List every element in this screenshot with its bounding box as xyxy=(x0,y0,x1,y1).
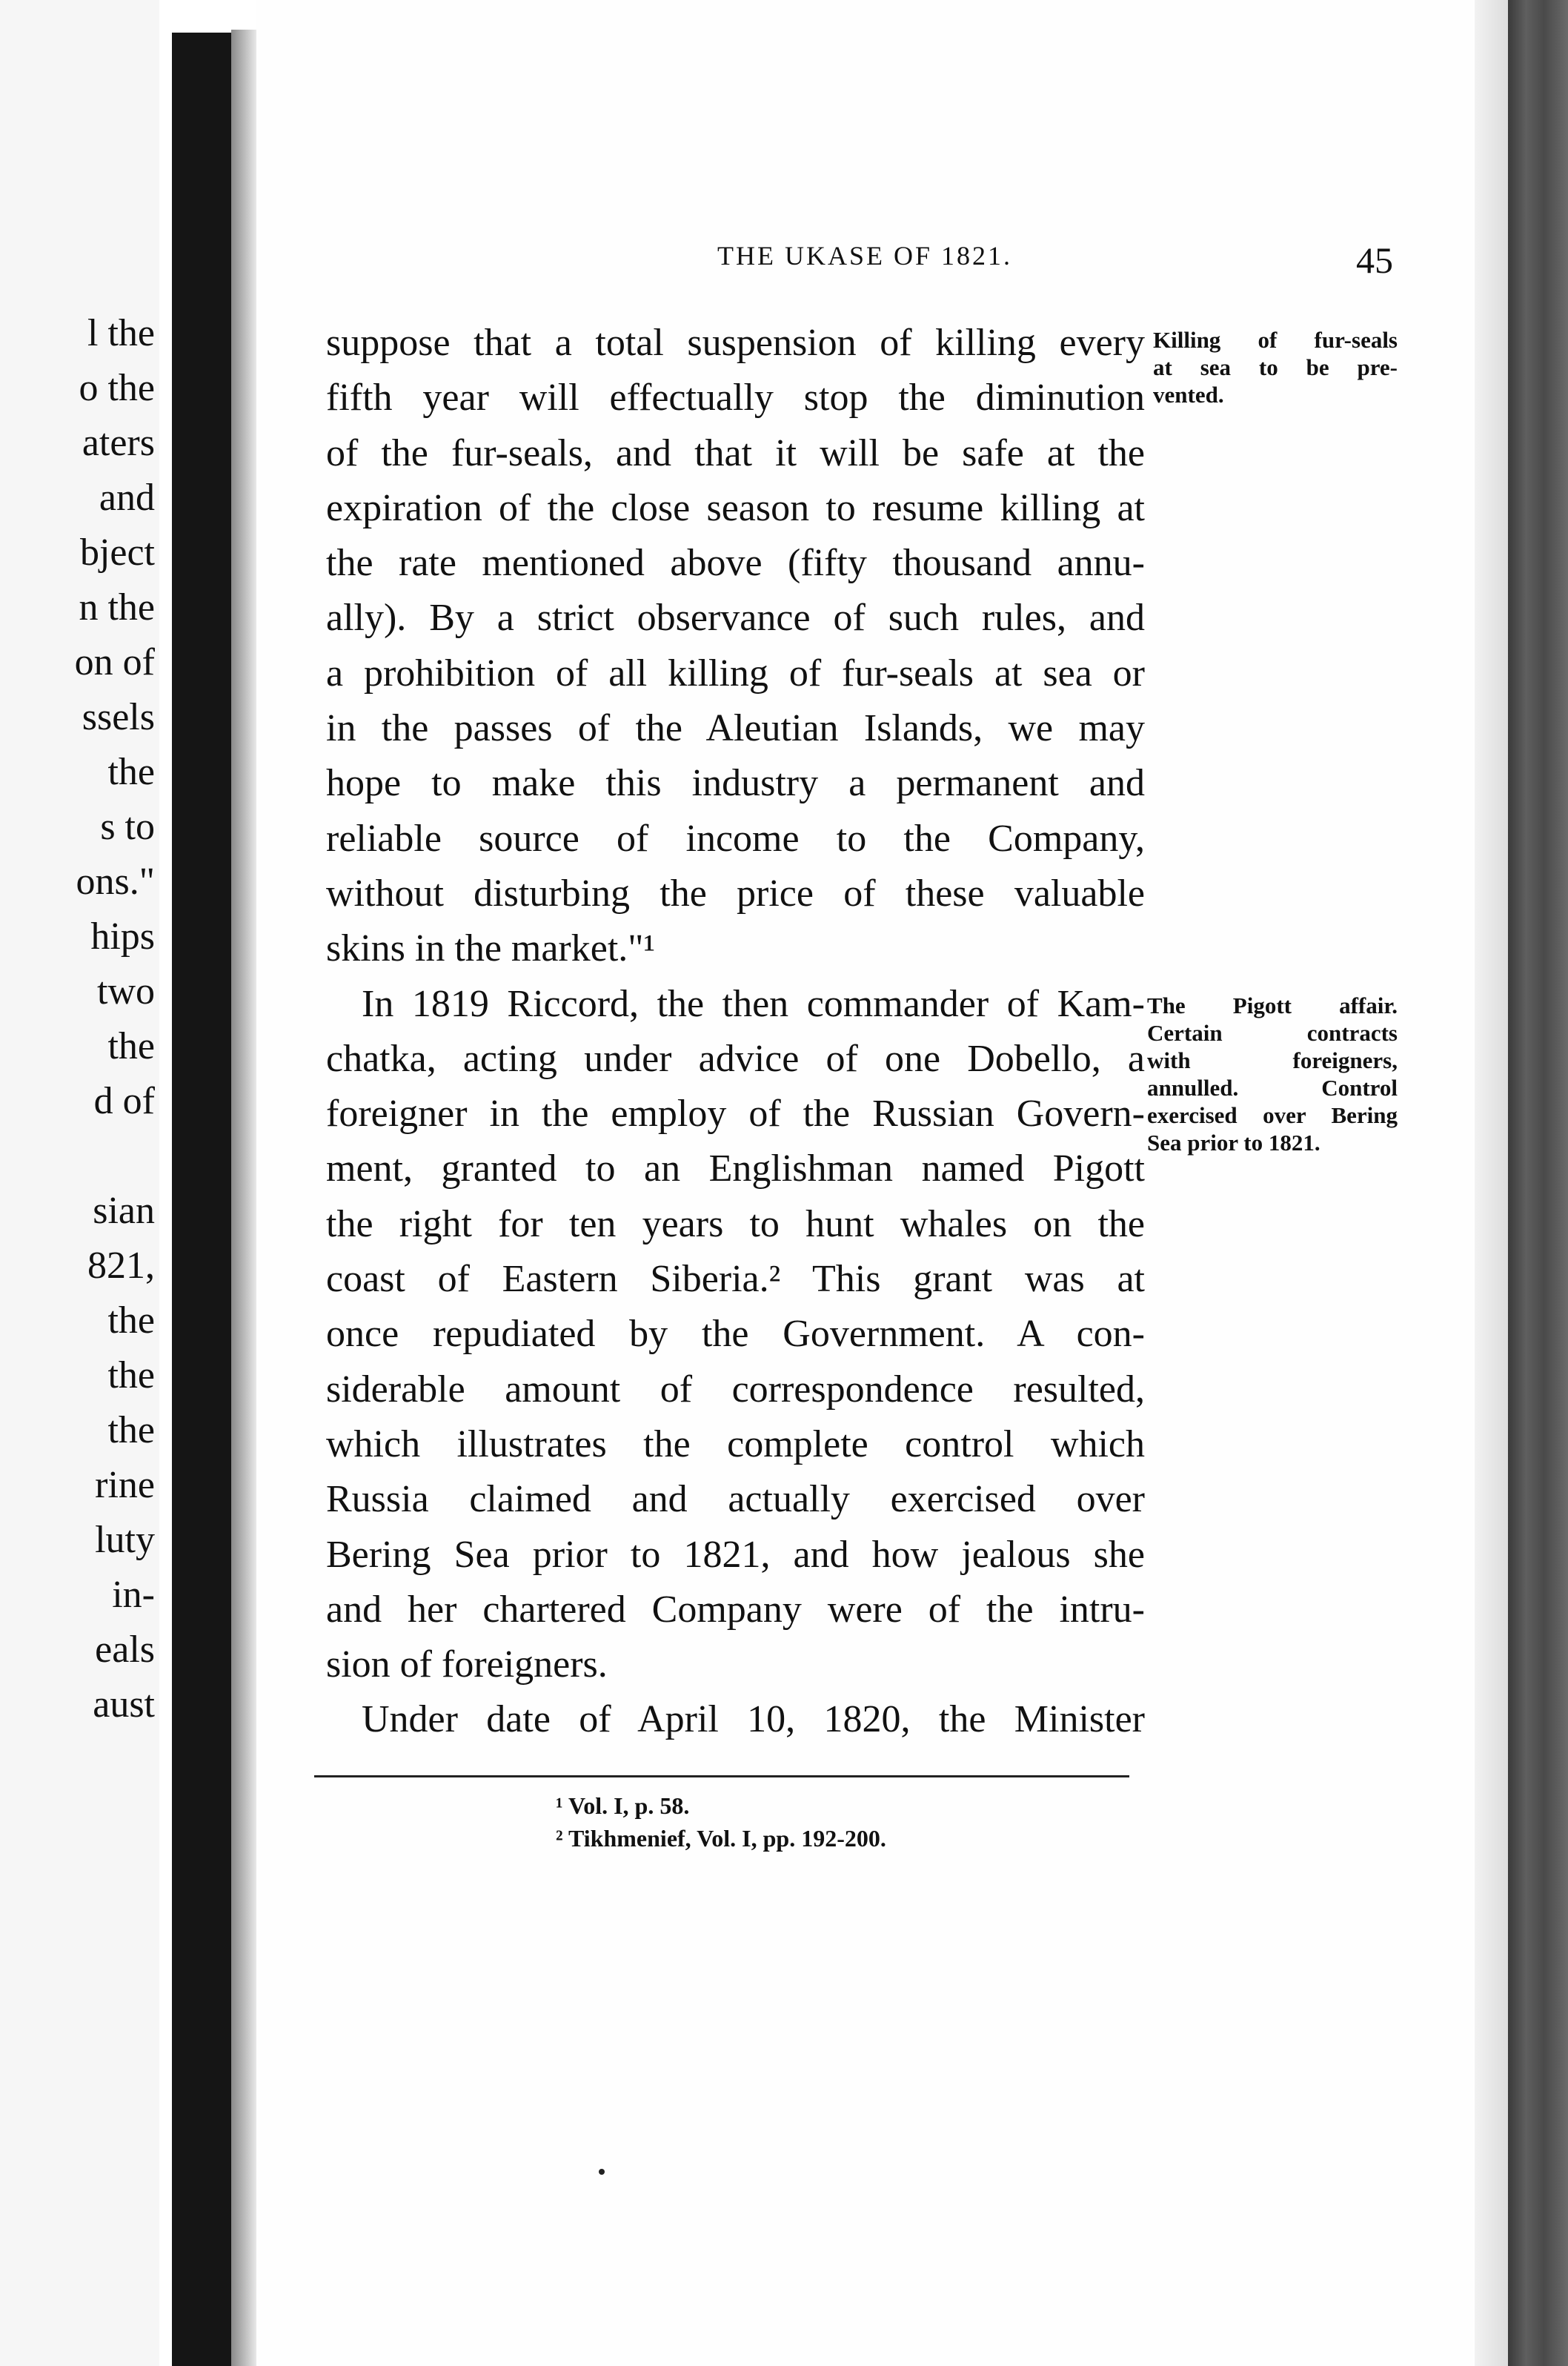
margin-note-line: Sea prior to 1821. xyxy=(1147,1130,1320,1156)
text-line: expiration of the close season to resume killing at xyxy=(326,486,1145,529)
text-line: without disturbing the price of these valuable xyxy=(326,872,1145,915)
paragraph-start-line: In 1819 Riccord, the then commander of Kam- xyxy=(362,982,1145,1025)
left-fragment: l the xyxy=(87,312,155,354)
footnotes xyxy=(556,1789,886,1855)
left-fragment: ssels xyxy=(82,696,155,738)
page-right-shadow xyxy=(1475,0,1508,2366)
footnote-1: ¹ Vol. I, p. 58. xyxy=(556,1792,690,1819)
left-fragment: o the xyxy=(79,367,155,409)
left-fragment: d of xyxy=(93,1080,155,1122)
text-line: sion of foreigners. xyxy=(326,1643,608,1686)
left-fragment: and xyxy=(99,477,155,519)
text-line: siderable amount of correspondence resulted, xyxy=(326,1368,1145,1411)
text-line: fifth year will effectually stop the diminution xyxy=(326,377,1145,420)
margin-note-line: exercised over Bering xyxy=(1147,1102,1398,1128)
text-line: in the passes of the Aleutian Islands, we may xyxy=(326,707,1145,750)
margin-note-line: vented. xyxy=(1153,382,1224,408)
text-line: and her chartered Company were of the intru- xyxy=(326,1588,1145,1631)
text-line: reliable source of income to the Company, xyxy=(326,817,1145,860)
text-line: hope to make this industry a permanent and xyxy=(326,762,1145,805)
text-line: skins in the market."¹ xyxy=(326,927,656,970)
page-speck xyxy=(599,2169,605,2175)
text-line: foreigner in the employ of the Russian Govern- xyxy=(326,1093,1145,1136)
left-fragment: bject xyxy=(79,531,155,574)
left-fragment: two xyxy=(97,970,155,1013)
margin-note-line: Certain contracts xyxy=(1147,1020,1398,1046)
left-facing-page xyxy=(0,0,159,2366)
margin-note-line: annulled. Control xyxy=(1147,1075,1398,1101)
footnote-rule xyxy=(314,1775,1129,1777)
left-fragment: on of xyxy=(74,641,155,683)
footnote-2: ² Tikhmenief, Vol. I, pp. 192-200. xyxy=(556,1825,886,1852)
text-line: a prohibition of all killing of fur-seals at sea or xyxy=(326,652,1145,695)
text-line: the right for ten years to hunt whales on the xyxy=(326,1202,1145,1245)
text-line: which illustrates the complete control which xyxy=(326,1422,1145,1465)
left-fragment: s to xyxy=(100,806,155,848)
text-line: chatka, acting under advice of one Dobello, a xyxy=(326,1037,1145,1080)
left-fragment: the xyxy=(107,1354,155,1396)
text-line: the rate mentioned above (fifty thousand annu- xyxy=(326,542,1145,585)
text-line: once repudiated by the Government. A con- xyxy=(326,1313,1145,1356)
left-fragment: ons." xyxy=(76,861,155,903)
left-fragment: in- xyxy=(112,1574,155,1616)
margin-note-line: The Pigott affair. xyxy=(1147,993,1398,1018)
book-page-edges xyxy=(1508,0,1568,2366)
text-line: of the fur-seals, and that it will be safe at the xyxy=(326,431,1145,474)
book-gutter-shadow xyxy=(172,33,231,2366)
left-fragment: sian xyxy=(93,1190,155,1232)
margin-note-killing-fur-seals xyxy=(1153,326,1398,408)
text-line: Bering Sea prior to 1821, and how jealous she xyxy=(326,1533,1145,1576)
margin-note-line: at sea to be pre- xyxy=(1153,354,1398,380)
left-fragment: the xyxy=(107,1409,155,1451)
page-number: 45 xyxy=(1356,239,1393,281)
text-line: coast of Eastern Siberia.² This grant was at xyxy=(326,1258,1145,1301)
left-fragment: the xyxy=(107,751,155,793)
paragraph-start-line: Under date of April 10, 1820, the Minister xyxy=(362,1698,1145,1741)
margin-note-pigott-affair xyxy=(1147,992,1398,1156)
left-fragment: aters xyxy=(82,422,155,464)
page-edge xyxy=(231,30,256,2366)
left-fragment: the xyxy=(107,1299,155,1342)
text-line: suppose that a total suspension of killing every xyxy=(326,322,1145,364)
margin-note-line: with foreigners, xyxy=(1147,1047,1398,1073)
margin-note-line: Killing of fur-seals xyxy=(1153,327,1398,353)
left-fragment: luty xyxy=(95,1519,155,1561)
left-fragment: the xyxy=(107,1025,155,1067)
body-text xyxy=(326,316,1145,1748)
left-fragment: n the xyxy=(79,586,155,629)
text-line: Russia claimed and actually exercised over xyxy=(326,1478,1145,1521)
running-head: THE UKASE OF 1821. xyxy=(717,241,1013,271)
left-fragment: rine xyxy=(95,1464,155,1506)
left-fragment: eals xyxy=(95,1628,155,1671)
left-fragment: aust xyxy=(93,1683,155,1726)
text-line: ally). By a strict observance of such rules, and xyxy=(326,597,1145,640)
text-line: ment, granted to an Englishman named Pigott xyxy=(326,1147,1145,1190)
left-fragment: 821, xyxy=(87,1245,155,1287)
left-fragment: hips xyxy=(90,915,155,958)
